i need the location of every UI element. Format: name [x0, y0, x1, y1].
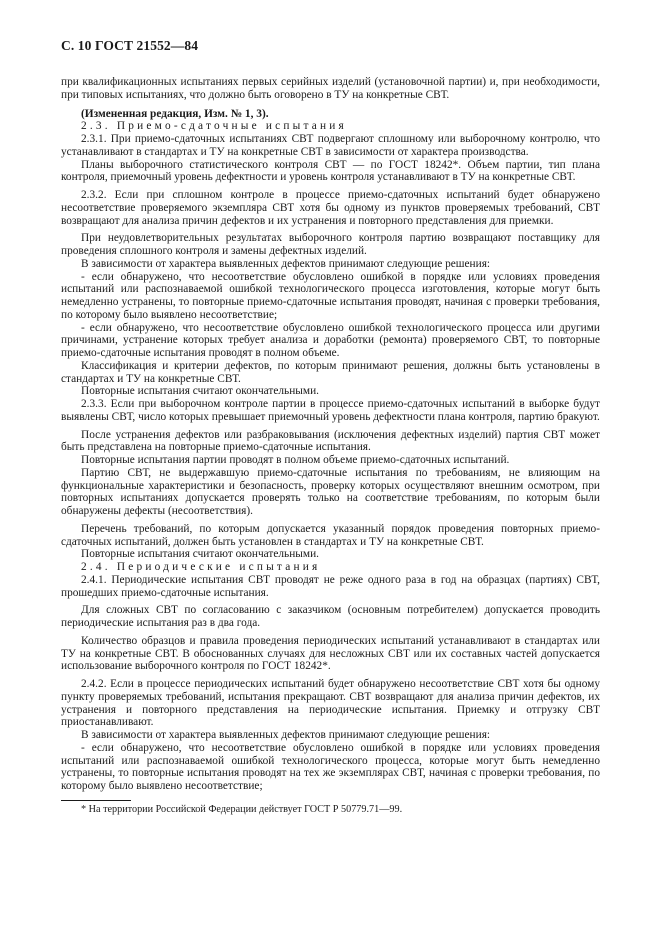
list-item: - если обнаружено, что несоответствие обусловлено ошибкой в порядке или условиях проведения испытаний или распознаваемой ошибкой технологического процесса, которые могут быть немедленно устранены, то повторные испытания проводят на тех же экземплярах СВТ, начиная с проверки требования, по которому было выявлено несоответствие; — [61, 741, 600, 792]
footnote-divider — [61, 800, 131, 801]
document-body — [61, 76, 600, 793]
clause-2-3-2: 2.3.2. Если при сплошном контроле в процессе приемо-сдаточных испытаний будет обнаружено несоответствие проверяемого экземпляра СВТ хотя бы одному из пунктов проверяемых требований, СВТ возвращают для анализа причин дефектов и их устранения и повторного представления для приемки. — [61, 189, 600, 227]
paragraph: Повторные испытания считают окончательными. — [81, 385, 320, 398]
running-head: С. 10 ГОСТ 21552—84 — [61, 38, 199, 53]
paragraph: Классификация и критерии дефектов, по которым принимают решения, должны быть установлены в стандартах и ТУ на конкретные СВТ. — [61, 359, 600, 385]
paragraph: В зависимости от характера выявленных дефектов принимают следующие решения: — [81, 257, 491, 270]
section-heading-2-3: 2.3. Приемо-сдаточные испытания — [81, 120, 347, 133]
section-heading-2-4: 2.4. Периодические испытания — [81, 561, 321, 573]
footnote: * На территории Российской Федерации действует ГОСТ Р 50779.71—99. — [81, 803, 403, 815]
paragraph: Повторные испытания партии проводят в полном объеме приемо-сдаточных испытаний. — [81, 454, 510, 466]
list-item: - если обнаружено, что несоответствие обусловлено ошибкой в порядке или условиях проведения испытаний или распознаваемой ошибкой технологического процесса изготовления, которые могут быть немедленно устранены, то повторные приемо-сдаточные испытания проводят, начиная с проверки требования, по которому было выявлено несоответствие; — [61, 270, 600, 321]
paragraph: Для сложных СВТ по согласованию с заказчиком (основным потребителем) допускается проводить периодические испытания раз в два года. — [61, 604, 600, 629]
paragraph: Партию СВТ, не выдержавшую приемо-сдаточные испытания по требованиям, не влияющим на функциональные характеристики и безопасность, проверку которых осуществляют внешним осмотром, при повторных испытаниях допускается проверять только на соответствие требованиям, по которым были обнаружены дефекты (несоответствия). — [61, 466, 600, 517]
clause-2-3-3: 2.3.3. Если при выборочном контроле партии в процессе приемо-сдаточных испытаний в выборке будут выявлены СВТ, число которых превышает приемочный уровень дефектности плана контроля, партию бракуют. — [61, 398, 600, 423]
paragraph: В зависимости от характера выявленных дефектов принимают следующие решения: — [81, 729, 491, 741]
clause-2-4-2: 2.4.2. Если в процессе периодических испытаний будет обнаружено несоответствие СВТ хотя бы одному пункту проверяемых требований, испытания прекращают. СВТ возвращают для анализа причин дефектов, их устранения и повторного представления на периодические испытания. Приемку и отгрузку СВТ приостанавливают. — [61, 678, 600, 729]
edit-note: (Измененная редакция, Изм. № 1, 3). — [81, 107, 269, 120]
paragraph: После устранения дефектов или разбраковывания (исключения дефектных изделий) партия СВТ может быть представлена на повторные приемо-сдаточные испытания. — [61, 428, 600, 454]
clause-2-4-1: 2.4.1. Периодические испытания СВТ проводят не реже одного раза в год на образцах (партиях) СВТ, прошедших приемо-сдаточные испытания. — [61, 573, 600, 599]
paragraph: Перечень требований, по которым допускается указанный порядок проведения повторных приемо-сдаточных испытаний, должен быть установлен в стандартах и ТУ на конкретные СВТ. — [61, 522, 600, 548]
paragraph: Количество образцов и правила проведения периодических испытаний устанавливают в стандартах или ТУ на конкретные СВТ. В обоснованных случаях для несложных СВТ или их составных частей допускается использование выборочного контроля по ГОСТ 18242*. — [61, 634, 600, 673]
paragraph: Повторные испытания считают окончательными. — [81, 548, 320, 561]
list-item: - если обнаружено, что несоответствие обусловлено ошибкой технологического процесса или другими причинами, устранение которых требует анализа и доработки (ремонта) проверяемого СВТ, то повторные приемо-сдаточные испытания проводят в полном объеме. — [61, 321, 600, 359]
paragraph: При неудовлетворительных результатах выборочного контроля партию возвращают поставщику для проведения сплошного контроля и замены дефектных изделий. — [61, 232, 600, 257]
paragraph-continuation: при квалификационных испытаниях первых серийных изделий (установочной партии) и, при необходимости, при типовых испытаниях, что должно быть оговорено в ТУ на конкретные СВТ. — [61, 76, 600, 101]
clause-2-3-1: 2.3.1. При приемо-сдаточных испытаниях СВТ подвергают сплошному или выборочному контролю, что устанавливают в стандартах и ТУ на конкретные СВТ в зависимости от характера производства. — [61, 133, 600, 158]
paragraph: Планы выборочного статистического контроля СВТ — по ГОСТ 18242*. Объем партии, тип плана контроля, приемочный уровень дефектности и уровень контроля устанавливают в ТУ на конкретные СВТ. — [61, 158, 600, 184]
